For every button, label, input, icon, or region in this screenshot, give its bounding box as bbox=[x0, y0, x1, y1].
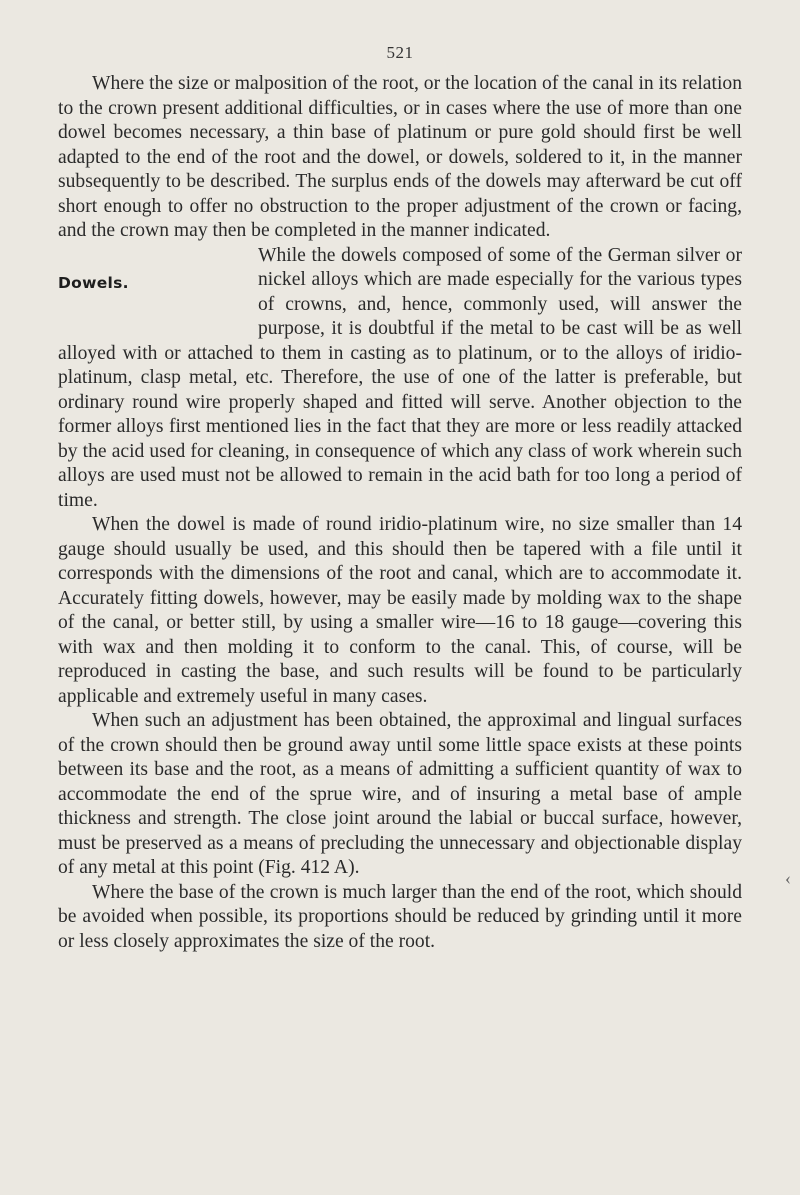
paragraph-3: When the dowel is made of round iridio-platinum wire, no size smaller than 14 gauge should usually be used, and this should then be tapered with a file until it corresponds with the dimensions of the root and canal, which are to accommodate it. Accurately fitting dowels, however, may be easily made by molding wax to the shape of the canal, or better still, by using a smaller wire—16 to 18 gauge—covering this with wax and then molding it to conform to the canal. This, of course, will be reproduced in casting the base, and such results will be found to be particularly applicable and extremely useful in many cases. bbox=[58, 514, 742, 707]
margin-mark: ‹ bbox=[785, 868, 791, 888]
body-text bbox=[58, 72, 742, 954]
page-number: 521 bbox=[386, 43, 414, 62]
paragraph-4: When such an adjustment has been obtained, the approximal and lingual surfaces of the crown should then be ground away until some little space exists at these points between its base and the root, as a means of admitting a sufficient quantity of wax to accommodate the end of the sprue wire, and of insuring a metal base of ample thickness and strength. The close joint around the labial or buccal surface, however, must be preserved as a means of precluding the unnecessary and objectionable display of any metal at this point (Fig. 412 A). bbox=[58, 710, 742, 878]
paragraph-5: Where the base of the crown is much larger than the end of the root, which should be avoided when possible, its proportions should be reduced by grinding until it more or less closely approximates the size of the root. bbox=[58, 881, 742, 952]
side-heading: Dowels. bbox=[58, 273, 129, 292]
dowels-section bbox=[58, 244, 742, 514]
paragraph-1: Where the size or malposition of the root, or the location of the canal in its relation to the crown present additional difficulties, or in cases where the use of more than one dowel becomes necessary, a thin base of platinum or pure gold should first be well adapted to the end of the root and the dowel, or dowels, soldered to it, in the manner subsequently to be described. The surplus ends of the dowels may afterward be cut off short enough to offer no obstruction to the proper adjustment of the crown or facing, and the crown may then be completed in the manner indicated. bbox=[58, 73, 742, 241]
side-heading-box bbox=[58, 244, 258, 318]
paragraph-2: While the dowels composed of some of the German silver or nickel alloys which are made especially for the various types of crowns, and, hence, commonly used, will answer the purpose, it is doubtful if the metal to be cast will be as well alloyed with or attached to them in casting as to platinum, or to the alloys of iridio-platinum, clasp metal, etc. Therefore, the use of one of the latter is preferable, but ordinary round wire properly shaped and fitted will serve. Another objection to the former alloys first mentioned lies in the fact that they are more or less readily attacked by the acid used for cleaning, in consequence of which any class of work wherein such alloys are used must not be allowed to remain in the acid bath for too long a period of time. bbox=[58, 244, 742, 511]
